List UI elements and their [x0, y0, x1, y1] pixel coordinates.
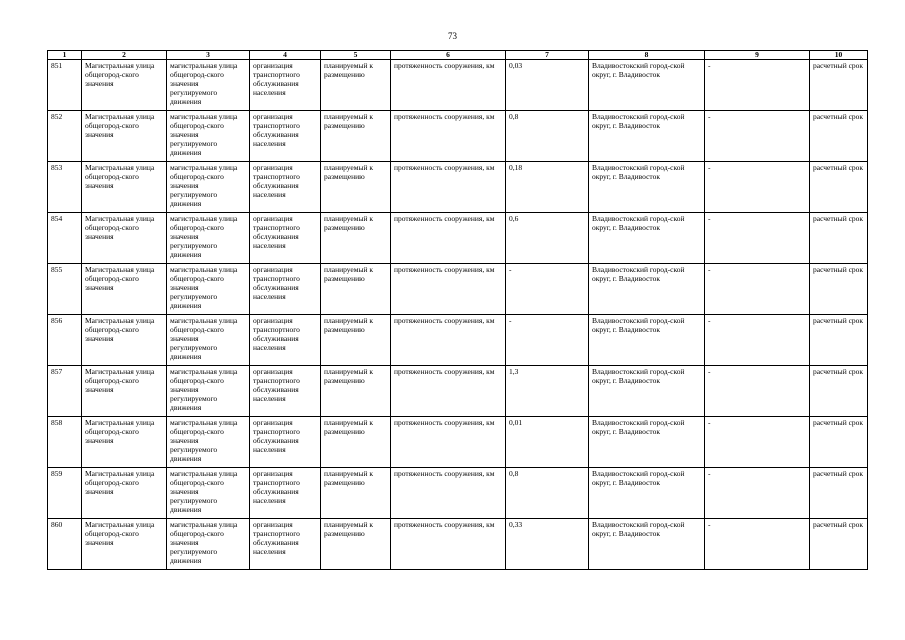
value-cell: -: [506, 264, 589, 315]
location-cell: Владивостокский город-ской округ, г. Владивосток: [589, 264, 705, 315]
row-number-cell: 855: [48, 264, 82, 315]
status-cell: планируемый к размещению: [321, 60, 391, 111]
zone-cell: -: [705, 60, 810, 111]
column-header: 2: [82, 51, 167, 60]
type-cell: магистральная улица общегород-ского значения регулируемого движения: [167, 213, 250, 264]
page-number: 73: [448, 31, 457, 41]
table-row: [48, 162, 868, 213]
name-cell: Магистральная улица общегород-ского значения: [82, 366, 167, 417]
characteristic-cell: протяженность сооружения, км: [391, 162, 506, 213]
table-row: [48, 111, 868, 162]
row-number-cell: 852: [48, 111, 82, 162]
table-row: [48, 315, 868, 366]
column-header: 3: [167, 51, 250, 60]
status-cell: планируемый к размещению: [321, 111, 391, 162]
term-cell: расчетный срок: [810, 417, 868, 468]
column-header: 6: [391, 51, 506, 60]
value-cell: 1,3: [506, 366, 589, 417]
type-cell: магистральная улица общегород-ского значения регулируемого движения: [167, 162, 250, 213]
term-cell: расчетный срок: [810, 519, 868, 570]
term-cell: расчетный срок: [810, 468, 868, 519]
column-header: 4: [250, 51, 321, 60]
purpose-cell: организация транспортного обслуживания населения: [250, 366, 321, 417]
term-cell: расчетный срок: [810, 162, 868, 213]
row-number-cell: 858: [48, 417, 82, 468]
row-number-cell: 854: [48, 213, 82, 264]
purpose-cell: организация транспортного обслуживания населения: [250, 264, 321, 315]
zone-cell: -: [705, 264, 810, 315]
type-cell: магистральная улица общегород-ского значения регулируемого движения: [167, 315, 250, 366]
status-cell: планируемый к размещению: [321, 162, 391, 213]
purpose-cell: организация транспортного обслуживания населения: [250, 315, 321, 366]
value-cell: 0,33: [506, 519, 589, 570]
purpose-cell: организация транспортного обслуживания населения: [250, 417, 321, 468]
name-cell: Магистральная улица общегород-ского значения: [82, 264, 167, 315]
characteristic-cell: протяженность сооружения, км: [391, 315, 506, 366]
name-cell: Магистральная улица общегород-ского значения: [82, 162, 167, 213]
name-cell: Магистральная улица общегород-ского значения: [82, 417, 167, 468]
zone-cell: -: [705, 111, 810, 162]
location-cell: Владивостокский город-ской округ, г. Владивосток: [589, 315, 705, 366]
status-cell: планируемый к размещению: [321, 366, 391, 417]
table-row: [48, 417, 868, 468]
zone-cell: -: [705, 213, 810, 264]
location-cell: Владивостокский город-ской округ, г. Владивосток: [589, 468, 705, 519]
characteristic-cell: протяженность сооружения, км: [391, 417, 506, 468]
type-cell: магистральная улица общегород-ского значения регулируемого движения: [167, 519, 250, 570]
location-cell: Владивостокский город-ской округ, г. Владивосток: [589, 213, 705, 264]
value-cell: -: [506, 315, 589, 366]
value-cell: 0,01: [506, 417, 589, 468]
status-cell: планируемый к размещению: [321, 519, 391, 570]
table-row: [48, 468, 868, 519]
characteristic-cell: протяженность сооружения, км: [391, 366, 506, 417]
zone-cell: -: [705, 315, 810, 366]
status-cell: планируемый к размещению: [321, 315, 391, 366]
value-cell: 0,18: [506, 162, 589, 213]
type-cell: магистральная улица общегород-ского значения регулируемого движения: [167, 468, 250, 519]
characteristic-cell: протяженность сооружения, км: [391, 111, 506, 162]
column-header: 1: [48, 51, 82, 60]
status-cell: планируемый к размещению: [321, 468, 391, 519]
name-cell: Магистральная улица общегород-ского значения: [82, 468, 167, 519]
purpose-cell: организация транспортного обслуживания населения: [250, 60, 321, 111]
purpose-cell: организация транспортного обслуживания населения: [250, 519, 321, 570]
term-cell: расчетный срок: [810, 315, 868, 366]
term-cell: расчетный срок: [810, 264, 868, 315]
table-row: [48, 60, 868, 111]
zone-cell: -: [705, 519, 810, 570]
type-cell: магистральная улица общегород-ского значения регулируемого движения: [167, 111, 250, 162]
table-row: [48, 366, 868, 417]
purpose-cell: организация транспортного обслуживания населения: [250, 111, 321, 162]
term-cell: расчетный срок: [810, 213, 868, 264]
term-cell: расчетный срок: [810, 60, 868, 111]
type-cell: магистральная улица общегород-ского значения регулируемого движения: [167, 264, 250, 315]
term-cell: расчетный срок: [810, 366, 868, 417]
characteristic-cell: протяженность сооружения, км: [391, 519, 506, 570]
column-header: 7: [506, 51, 589, 60]
row-number-cell: 856: [48, 315, 82, 366]
status-cell: планируемый к размещению: [321, 264, 391, 315]
location-cell: Владивостокский город-ской округ, г. Владивосток: [589, 366, 705, 417]
row-number-cell: 859: [48, 468, 82, 519]
type-cell: магистральная улица общегород-ского значения регулируемого движения: [167, 366, 250, 417]
purpose-cell: организация транспортного обслуживания населения: [250, 213, 321, 264]
value-cell: 0,8: [506, 468, 589, 519]
zone-cell: -: [705, 468, 810, 519]
row-number-cell: 860: [48, 519, 82, 570]
location-cell: Владивостокский город-ской округ, г. Владивосток: [589, 519, 705, 570]
zone-cell: -: [705, 417, 810, 468]
zone-cell: -: [705, 162, 810, 213]
table-row: [48, 519, 868, 570]
row-number-cell: 853: [48, 162, 82, 213]
column-header: 10: [810, 51, 868, 60]
type-cell: магистральная улица общегород-ского значения регулируемого движения: [167, 60, 250, 111]
purpose-cell: организация транспортного обслуживания населения: [250, 468, 321, 519]
value-cell: 0,6: [506, 213, 589, 264]
characteristic-cell: протяженность сооружения, км: [391, 60, 506, 111]
table-body: [48, 60, 868, 570]
table-row: [48, 213, 868, 264]
location-cell: Владивостокский город-ской округ, г. Владивосток: [589, 417, 705, 468]
column-header: 8: [589, 51, 705, 60]
row-number-cell: 857: [48, 366, 82, 417]
header-row: [48, 51, 868, 60]
table-row: [48, 264, 868, 315]
name-cell: Магистральная улица общегород-ского значения: [82, 213, 167, 264]
value-cell: 0,8: [506, 111, 589, 162]
location-cell: Владивостокский город-ской округ, г. Владивосток: [589, 162, 705, 213]
status-cell: планируемый к размещению: [321, 213, 391, 264]
type-cell: магистральная улица общегород-ского значения регулируемого движения: [167, 417, 250, 468]
characteristic-cell: протяженность сооружения, км: [391, 264, 506, 315]
value-cell: 0,03: [506, 60, 589, 111]
name-cell: Магистральная улица общегород-ского значения: [82, 315, 167, 366]
term-cell: расчетный срок: [810, 111, 868, 162]
column-header: 5: [321, 51, 391, 60]
characteristic-cell: протяженность сооружения, км: [391, 213, 506, 264]
name-cell: Магистральная улица общегород-ского значения: [82, 60, 167, 111]
status-cell: планируемый к размещению: [321, 417, 391, 468]
column-header: 9: [705, 51, 810, 60]
name-cell: Магистральная улица общегород-ского значения: [82, 111, 167, 162]
row-number-cell: 851: [48, 60, 82, 111]
data-table: [47, 50, 868, 570]
name-cell: Магистральная улица общегород-ского значения: [82, 519, 167, 570]
purpose-cell: организация транспортного обслуживания населения: [250, 162, 321, 213]
location-cell: Владивостокский город-ской округ, г. Владивосток: [589, 60, 705, 111]
zone-cell: -: [705, 366, 810, 417]
location-cell: Владивостокский город-ской округ, г. Владивосток: [589, 111, 705, 162]
characteristic-cell: протяженность сооружения, км: [391, 468, 506, 519]
